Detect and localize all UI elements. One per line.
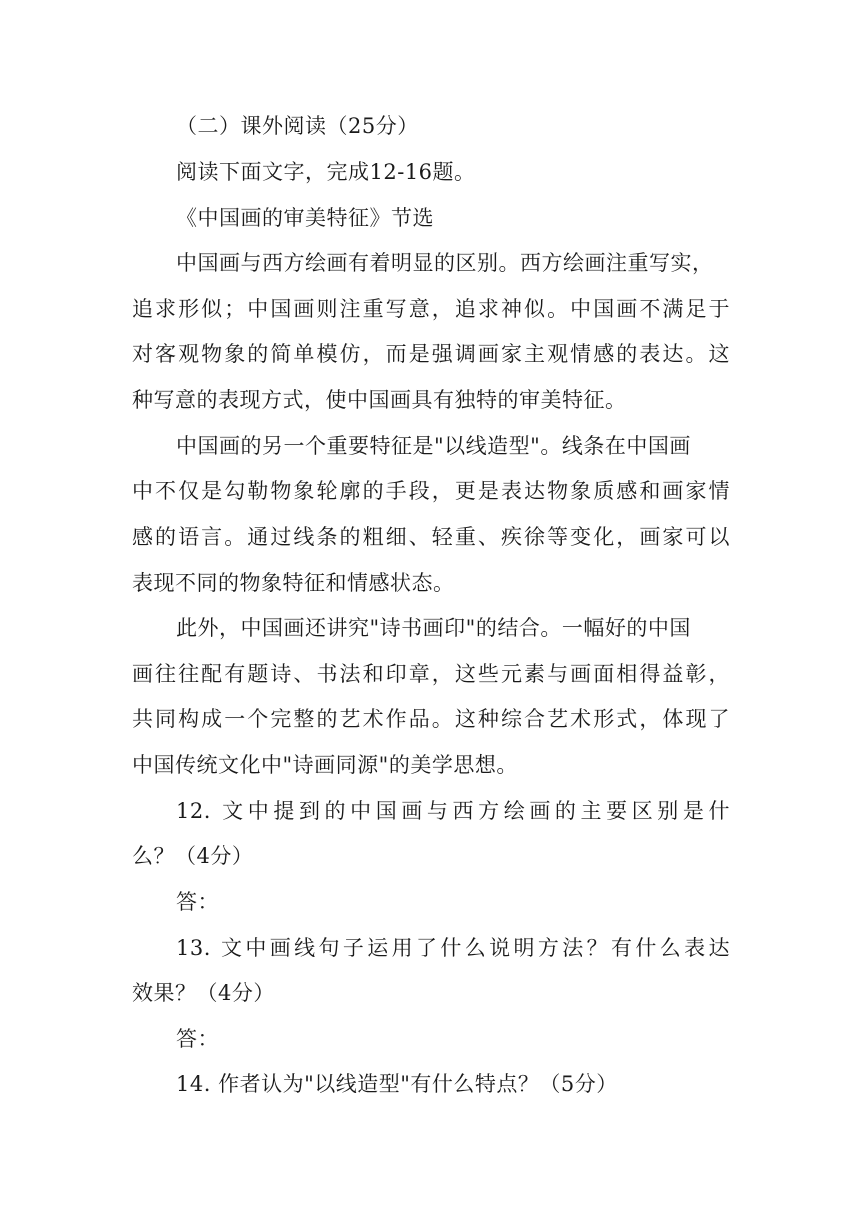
paragraph-line: 画往往配有题诗、书法和印章，这些元素与画面相得益彰， bbox=[132, 662, 730, 686]
paragraph-line: 感的语言。通过线条的粗细、轻重、疾徐等变化，画家可以 bbox=[132, 525, 730, 549]
section-heading: （二）课外阅读（25分） bbox=[176, 114, 419, 138]
paragraph-line: 中国画的另一个重要特征是"以线造型"。线条在中国画 bbox=[176, 434, 691, 458]
question-line: 13. 文中画线句子运用了什么说明方法？有什么表达 bbox=[176, 936, 730, 960]
question-line: 14. 作者认为"以线造型"有什么特点？（5分） bbox=[176, 1072, 618, 1096]
paragraph-line: 中不仅是勾勒物象轮廓的手段，更是表达物象质感和画家情 bbox=[132, 479, 730, 503]
paragraph-line: 共同构成一个完整的艺术作品。这种综合艺术形式，体现了 bbox=[132, 707, 730, 731]
question-line: 效果？（4分） bbox=[132, 981, 275, 1005]
article-title: 《中国画的审美特征》节选 bbox=[176, 206, 434, 230]
paragraph-line: 中国传统文化中"诗画同源"的美学思想。 bbox=[132, 753, 518, 777]
question-line: 么？（4分） bbox=[132, 844, 254, 868]
paragraph-line: 种写意的表现方式，使中国画具有独特的审美特征。 bbox=[132, 388, 627, 412]
paragraph-line: 此外，中国画还讲究"诗书画印"的结合。一幅好的中国 bbox=[176, 616, 691, 640]
paragraph-line: 表现不同的物象特征和情感状态。 bbox=[132, 571, 455, 595]
instruction-text: 阅读下面文字，完成12-16题。 bbox=[176, 160, 476, 184]
paragraph-line: 中国画与西方绘画有着明显的区别。西方绘画注重写实， bbox=[176, 251, 714, 275]
paragraph-line: 对客观物象的简单模仿，而是强调画家主观情感的表达。这 bbox=[132, 342, 730, 366]
question-line: 12. 文中提到的中国画与西方绘画的主要区别是什 bbox=[176, 799, 730, 823]
paragraph-line: 追求形似；中国画则注重写意，追求神似。中国画不满足于 bbox=[132, 297, 730, 321]
answer-label: 答： bbox=[176, 1027, 219, 1051]
answer-label: 答： bbox=[176, 890, 219, 914]
